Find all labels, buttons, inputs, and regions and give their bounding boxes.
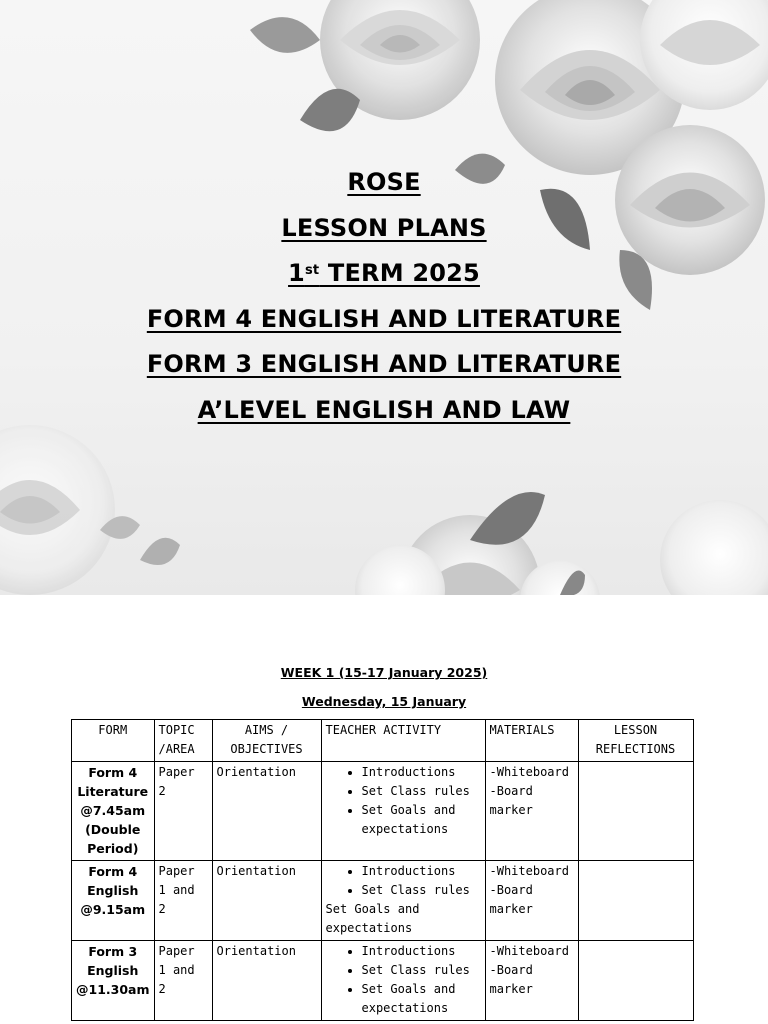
activity-item: • Introductions <box>362 862 481 881</box>
activity-item: • Set Goals and expectations <box>362 980 481 1018</box>
form-cell: Form 4 Literature @7.45am (Double Period) <box>72 762 155 861</box>
cover-title-form4: FORM 4 ENGLISH AND LITERATURE <box>146 304 622 333</box>
header-topic: TOPIC /AREA <box>154 720 212 762</box>
cover-title-rose: ROSE <box>347 168 421 196</box>
lesson-plan-table <box>71 719 694 1021</box>
header-materials: MATERIALS <box>485 720 578 762</box>
activity-item: • Introductions <box>362 942 481 961</box>
cover-title-block <box>0 160 768 433</box>
activity-item: • Set Class rules <box>362 961 481 980</box>
cover-title-lesson-plans: LESSON PLANS <box>281 213 487 242</box>
aims-cell: Orientation <box>212 762 321 861</box>
rose-left <box>0 425 115 595</box>
leaf-5 <box>250 17 320 53</box>
activity-item: • Set Class rules <box>362 881 481 900</box>
topic-cell: Paper 1 and 2 <box>154 861 212 941</box>
form-cell: Form 3 English @11.30am <box>72 941 155 1021</box>
table-row <box>72 762 694 861</box>
cover-title-form3: FORM 3 ENGLISH AND LITERATURE <box>146 350 622 378</box>
cover-title-alevel: A’LEVEL ENGLISH AND LAW <box>197 395 571 424</box>
day-heading: Wednesday, 15 January <box>301 694 467 709</box>
activity-plain-text: Set Goals and expectations <box>325 902 420 935</box>
aims-cell: Orientation <box>212 861 321 941</box>
week-heading: WEEK 1 (15-17 January 2025) <box>280 665 488 680</box>
term-number: 1 <box>288 259 305 287</box>
reflection-cell <box>578 861 693 941</box>
table-row <box>72 861 694 941</box>
header-form: FORM <box>72 720 155 762</box>
header-reflections: LESSON REFLECTIONS <box>578 720 693 762</box>
rose-bottom <box>355 500 768 595</box>
header-aims: AIMS / OBJECTIVES <box>212 720 321 762</box>
leaf-8 <box>140 538 180 565</box>
reflection-cell <box>578 941 693 1021</box>
materials-cell: -Whiteboard -Board marker <box>485 762 578 861</box>
teacher-activity-cell <box>321 861 485 941</box>
term-rest: TERM 2025 <box>319 259 480 287</box>
topic-cell: Paper 1 and 2 <box>154 941 212 1021</box>
activity-item: • Introductions <box>362 763 481 782</box>
reflection-cell <box>578 762 693 861</box>
leaf-1 <box>300 89 360 132</box>
teacher-activity-cell <box>321 762 485 861</box>
activity-item: • Set Goals and expectations <box>362 801 481 839</box>
table-header-row <box>72 720 694 762</box>
topic-cell: Paper 2 <box>154 762 212 861</box>
activity-item: • Set Class rules <box>362 782 481 801</box>
teacher-activity-cell <box>321 941 485 1021</box>
form-cell: Form 4 English @9.15am <box>72 861 155 941</box>
header-teacher-activity: TEACHER ACTIVITY <box>321 720 485 762</box>
term-suffix: st <box>304 263 320 278</box>
aims-cell: Orientation <box>212 941 321 1021</box>
materials-cell: -Whiteboard -Board marker <box>485 941 578 1021</box>
table-row <box>72 941 694 1021</box>
cover-title-term <box>0 251 768 297</box>
materials-cell: -Whiteboard -Board marker <box>485 861 578 941</box>
